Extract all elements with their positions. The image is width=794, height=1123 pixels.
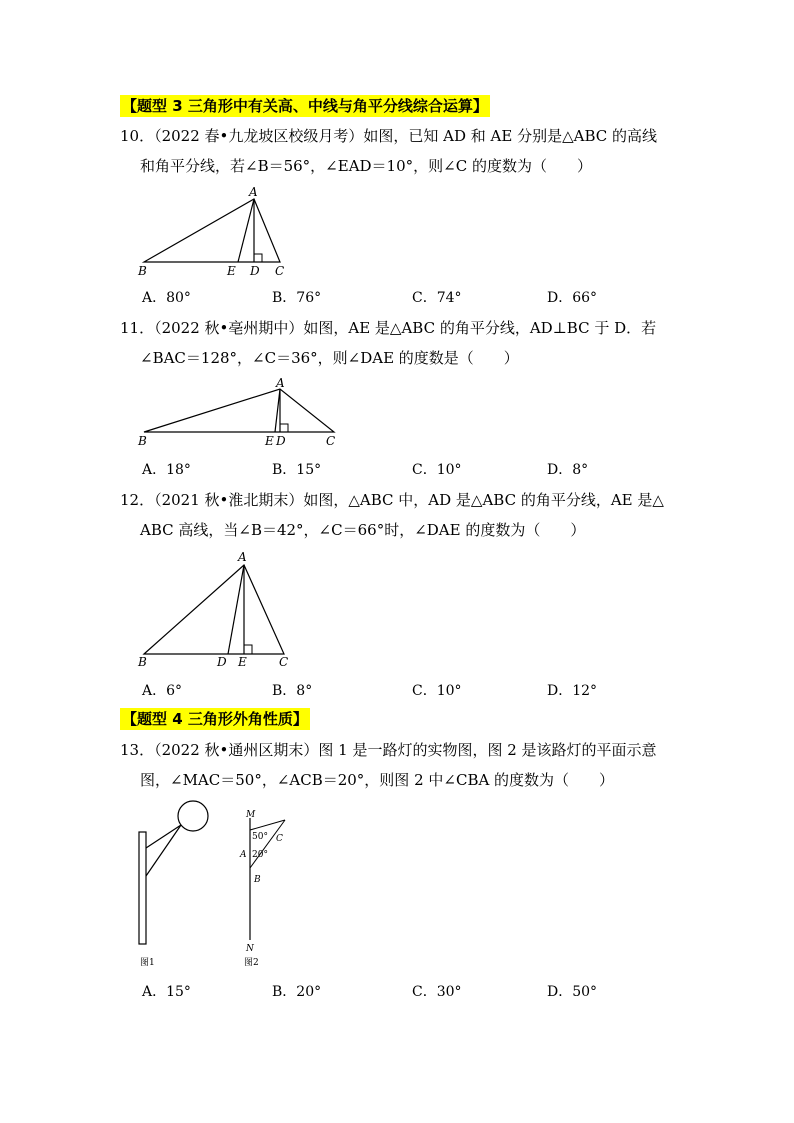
lamp-pole [139,832,146,944]
q12-label-B: B [138,655,147,669]
q12-choice-b[interactable]: B．8° [272,683,313,699]
q10-choice-c[interactable]: C．74° [412,290,462,306]
lamp-head [178,801,208,831]
q10-choice-a[interactable]: A．80° [142,290,191,306]
q13-choice-b[interactable]: B．20° [272,984,322,1000]
q11-choice-d[interactable]: D．8° [547,462,589,478]
q10-triangle-figure [130,183,300,280]
q12-text-line1: 12．（2021 秋•淮北期末）如图，△ABC 中，AD 是△ABC 的角平分线，AE 是△ [120,491,664,509]
q13-fig1-caption: 图1 [140,958,155,968]
q12-triangle-figure [130,548,300,670]
q11-label-D: D [276,434,286,448]
q11-label-A: A [276,376,285,390]
q11-text-line1: 11．（2022 秋•亳州期中）如图，AE 是△ABC 的角平分线，AD⊥BC 于 D．若 [120,319,657,337]
q11-choice-b[interactable]: B．15° [272,462,322,478]
q12-choice-d[interactable]: D．12° [547,683,598,699]
q13-text-line2: 图，∠MAC＝50°，∠ACB＝20°，则图 2 中∠CBA 的度数为（ ） [140,771,615,789]
section-header-type3: 【题型 3 三角形中有关高、中线与角平分线综合运算】 [122,97,488,115]
q11-choice-a[interactable]: A．18° [142,462,191,478]
q13-label-N: N [246,944,254,954]
q12-label-C: C [279,655,289,669]
q10-label-D: D [250,264,260,278]
q11-triangle-figure [130,374,350,450]
q12-label-A: A [238,550,247,564]
q12-text-line2: ABC 高线，当∠B＝42°，∠C＝66°时，∠DAE 的度数为（ ） [140,521,586,539]
q11-label-E: E [265,434,274,448]
q13-fig2-schematic [232,808,302,970]
q13-angle-20: 20° [252,850,268,860]
q13-choice-c[interactable]: C．30° [412,984,462,1000]
q11-label-C: C [326,434,336,448]
q13-fig2-caption: 图2 [244,958,259,968]
q12-label-E: E [238,655,247,669]
q13-choice-d[interactable]: D．50° [547,984,598,1000]
q10-label-B: B [138,264,147,278]
q10-choice-d[interactable]: D．66° [547,290,598,306]
q10-text-line1: 10．（2022 春•九龙坡区校级月考）如图，已知 AD 和 AE 分别是△ABC 的高线 [120,127,658,145]
q12-choice-a[interactable]: A．6° [142,683,183,699]
section-header-type4: 【题型 4 三角形外角性质】 [122,710,308,728]
q13-text-line1: 13．（2022 秋•通州区期末）图 1 是一路灯的实物图，图 2 是该路灯的平面示意 [120,741,657,759]
q12-choice-c[interactable]: C．10° [412,683,462,699]
q10-label-C: C [275,264,285,278]
q11-choice-c[interactable]: C．10° [412,462,462,478]
q13-angle-50: 50° [252,832,268,842]
q13-choice-a[interactable]: A．15° [142,984,191,1000]
q10-label-E: E [227,264,236,278]
q10-label-A: A [249,185,258,199]
q12-label-D: D [217,655,227,669]
q13-label-M: M [246,810,256,820]
q13-label-A: A [240,850,247,860]
q10-choice-b[interactable]: B．76° [272,290,322,306]
q13-fig1-streetlamp [132,798,214,970]
q11-text-line2: ∠BAC＝128°，∠C＝36°，则∠DAE 的度数是（ ） [140,349,519,367]
q13-label-C: C [276,834,283,844]
q10-text-line2: 和角平分线，若∠B＝56°，∠EAD＝10°，则∠C 的度数为（ ） [140,157,592,175]
q13-label-B: B [254,875,261,885]
q11-label-B: B [138,434,147,448]
